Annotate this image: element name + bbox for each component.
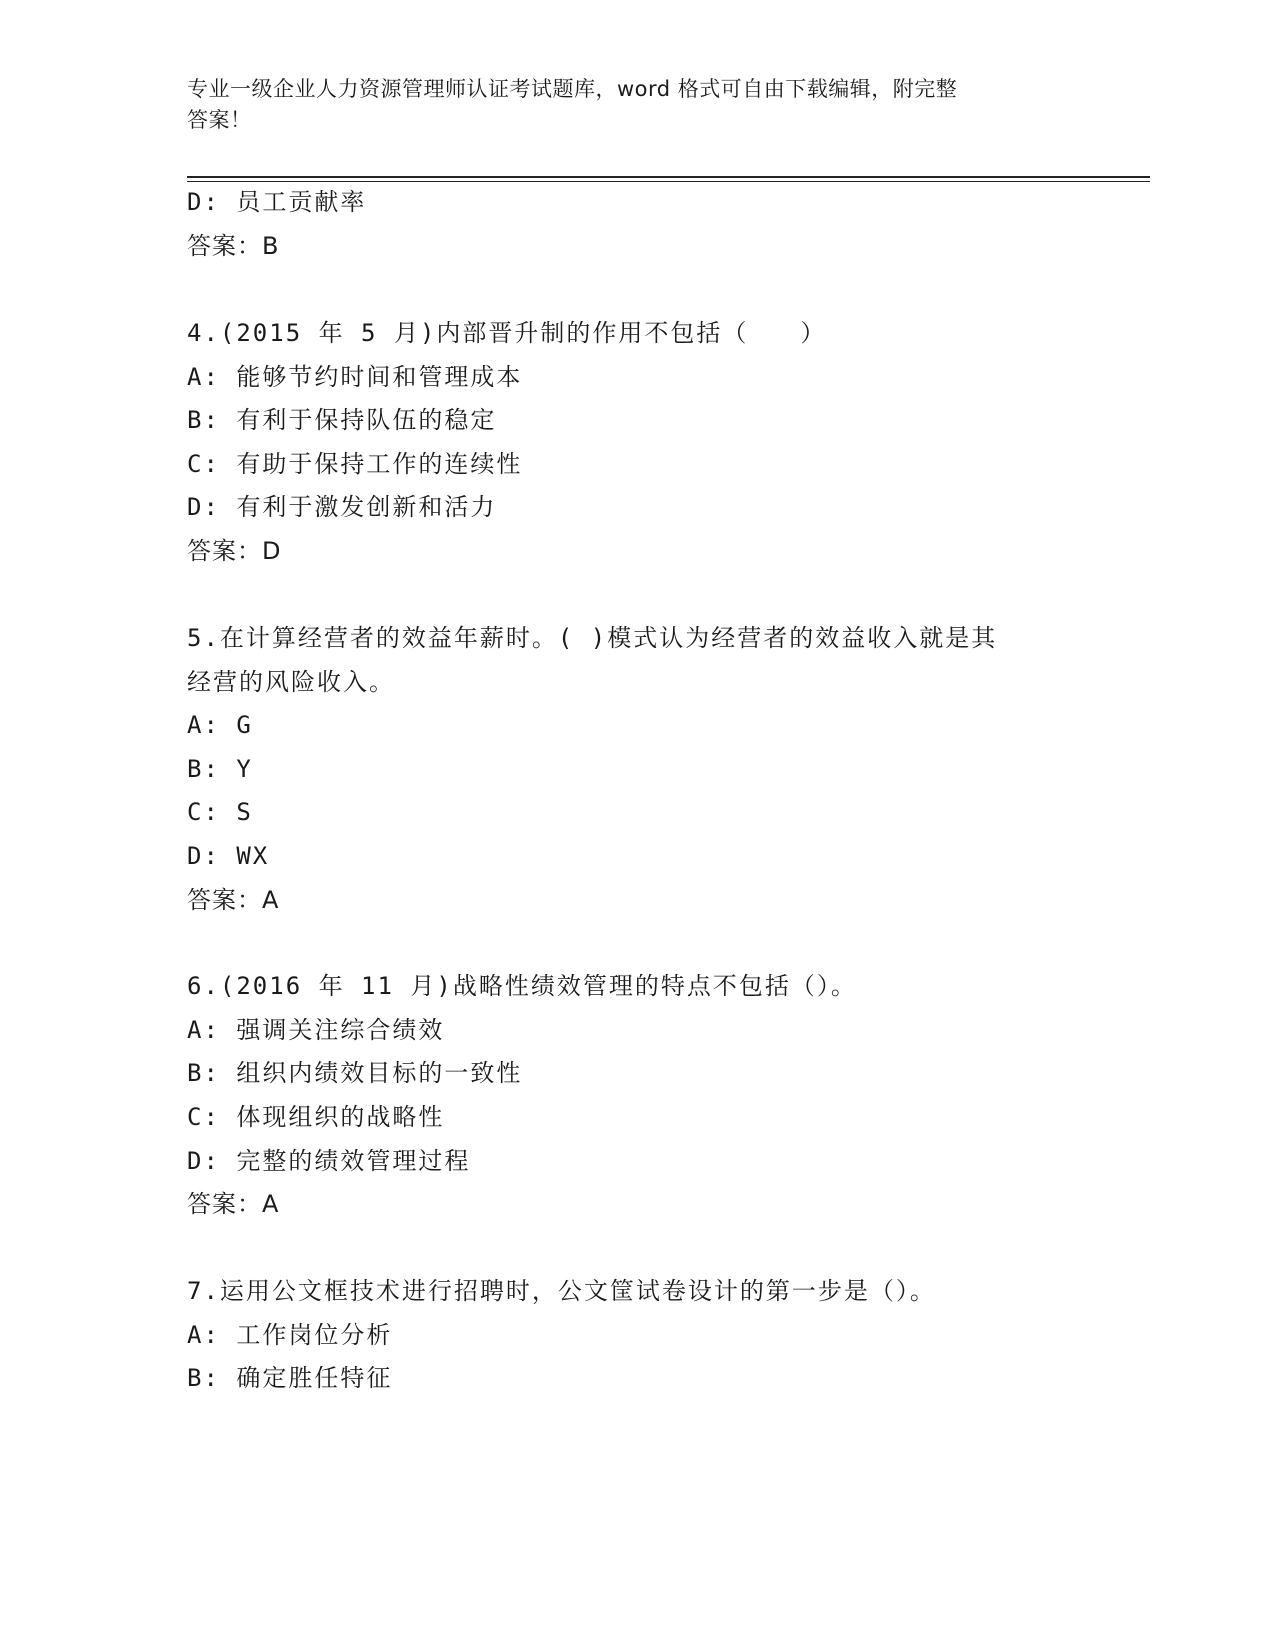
question-4-option-a: A: 能够节约时间和管理成本 (187, 363, 523, 391)
question-5-option-a: A: G (187, 711, 253, 739)
question-4-stem: 4.(2015 年 5 月)内部晋升制的作用不包括（ ） (187, 319, 827, 347)
question-6-option-b: B: 组织内绩效目标的一致性 (187, 1059, 523, 1087)
question-6-stem: 6.(2016 年 11 月)战略性绩效管理的特点不包括（）。 (187, 972, 857, 1000)
question-6-option-d: D: 完整的绩效管理过程 (187, 1147, 471, 1175)
question-5-stem: 5.在计算经营者的效益年薪时。( )模式认为经营者的效益收入就是其 (187, 624, 998, 652)
question-5-answer: 答案：A (187, 886, 280, 914)
header-line-1: 专业一级企业人力资源管理师认证考试题库，word 格式可自由下载编辑，附完整 (187, 77, 958, 101)
question-5-option-d: D: WX (187, 842, 270, 870)
header-divider-thick (187, 176, 1150, 178)
answer-carryover: 答案：B (187, 232, 280, 260)
question-6-answer: 答案：A (187, 1190, 280, 1218)
page-header (187, 74, 1087, 136)
question-6-option-c: C: 体现组织的战略性 (187, 1103, 445, 1131)
header-line-2: 答案！ (187, 108, 252, 132)
question-4-option-c: C: 有助于保持工作的连续性 (187, 450, 523, 478)
question-4-option-b: B: 有利于保持队伍的稳定 (187, 406, 497, 434)
option-d-carryover: D: 员工贡献率 (187, 188, 367, 216)
question-7-option-b: B: 确定胜任特征 (187, 1364, 393, 1392)
question-5-option-b: B: Y (187, 755, 253, 783)
question-7-stem: 7.运用公文框技术进行招聘时，公文筐试卷设计的第一步是（）。 (187, 1277, 936, 1305)
header-divider-thin (187, 181, 1150, 182)
question-5-stem-cont: 经营的风险收入。 (187, 668, 395, 696)
question-7-option-a: A: 工作岗位分析 (187, 1321, 393, 1349)
question-5-option-c: C: S (187, 798, 253, 826)
question-6-option-a: A: 强调关注综合绩效 (187, 1016, 445, 1044)
question-4-answer: 答案：D (187, 537, 282, 565)
question-4-option-d: D: 有利于激发创新和活力 (187, 493, 497, 521)
